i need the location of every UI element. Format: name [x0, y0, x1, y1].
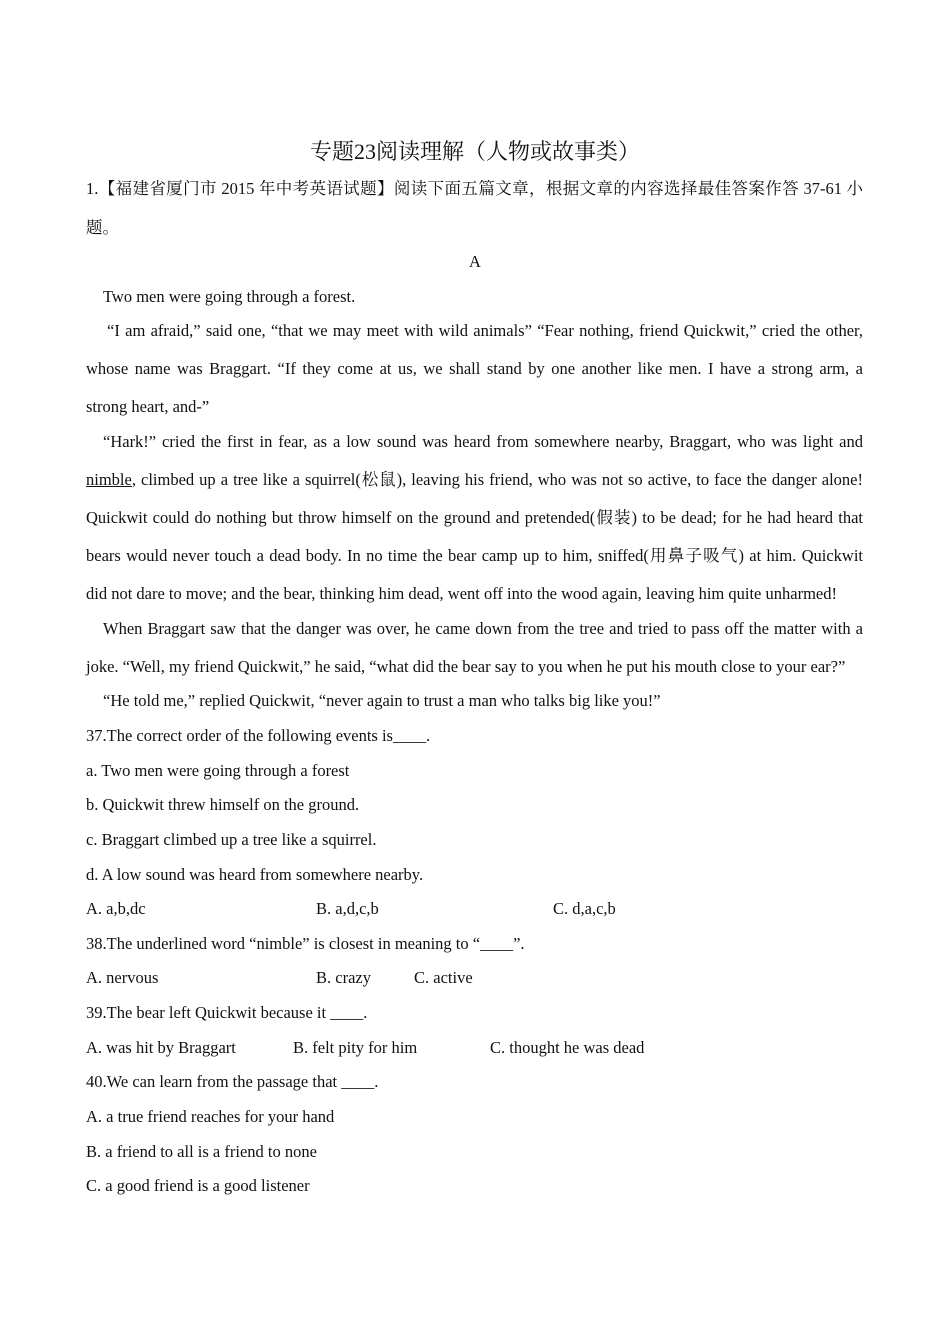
passage-paragraph-3-line-3: Quickwit could do nothing but throw himself on the ground and pretended(假装) to be dead; for he had heard that [86, 508, 863, 527]
question-37-option-c: C. d,a,c,b [553, 899, 616, 918]
question-39-stem: 39.The bear left Quickwit because it ____. [86, 1003, 368, 1022]
question-38-stem: 38.The underlined word “nimble” is closest in meaning to “____”. [86, 934, 525, 953]
page-title: 专题23阅读理解（人物或故事类） [309, 139, 640, 164]
passage-paragraph-3-line-1: “Hark!” cried the first in fear, as a low sound was heard from somewhere nearby, Braggart, who was light and [103, 432, 863, 451]
passage-paragraph-3-line-2-rest: , climbed up a tree like a squirrel(松鼠), leaving his friend, who was not so active, to face the danger alone! [131, 470, 863, 489]
underlined-word-nimble: nimble [86, 470, 132, 489]
question-39-option-c: C. thought he was dead [490, 1038, 645, 1057]
passage-paragraph-3-line-2 [86, 469, 863, 491]
intro-line-1: 1.【福建省厦门市 2015 年中考英语试题】阅读下面五篇文章，根据文章的内容选择最佳答案作答 37-61 小 [86, 179, 863, 198]
question-37-option-b: B. a,d,c,b [316, 899, 379, 918]
passage-paragraph-2-line-3: strong heart, and-” [86, 397, 210, 416]
question-37-stem: 37.The correct order of the following events is____. [86, 726, 431, 745]
question-37-option-a: A. a,b,dc [86, 899, 146, 918]
passage-paragraph-4-line-1: When Braggart saw that the danger was over, he came down from the tree and tried to pass off the matter with a [103, 619, 863, 638]
question-40-option-c: C. a good friend is a good listener [86, 1176, 310, 1195]
question-39-option-b: B. felt pity for him [293, 1038, 418, 1057]
question-38-option-b: B. crazy [316, 968, 371, 987]
question-38-option-c: C. active [414, 968, 473, 987]
passage-paragraph-5: “He told me,” replied Quickwit, “never again to trust a man who talks big like you!” [103, 691, 661, 710]
passage-paragraph-3-line-4: bears would never touch a dead body. In no time the bear camp up to him, sniffed(用鼻子吸气) at him. Quickwit [86, 546, 863, 565]
question-37-event-a: a. Two men were going through a forest [86, 761, 350, 780]
question-40-option-b: B. a friend to all is a friend to none [86, 1142, 317, 1161]
passage-paragraph-3-line-5: did not dare to move; and the bear, thinking him dead, went off into the wood again, leaving him quite unharmed! [86, 584, 837, 603]
question-37-event-b: b. Quickwit threw himself on the ground. [86, 795, 360, 814]
intro-line-2: 题。 [86, 218, 119, 237]
passage-paragraph-2-line-2: whose name was Braggart. “If they come at us, we shall stand by one another like men. I have a strong arm, a [86, 359, 863, 378]
section-label: A [469, 252, 481, 271]
question-38-option-a: A. nervous [86, 968, 159, 987]
question-39-option-a: A. was hit by Braggart [86, 1038, 236, 1057]
passage-paragraph-4-line-2: joke. “Well, my friend Quickwit,” he said, “what did the bear say to you when he put his mouth close to your ear?” [86, 657, 846, 676]
passage-paragraph-2-line-1: “I am afraid,” said one, “that we may meet with wild animals” “Fear nothing, friend Quickwit,” cried the other, [107, 321, 863, 340]
question-40-stem: 40.We can learn from the passage that ____. [86, 1072, 379, 1091]
passage-paragraph-1: Two men were going through a forest. [103, 287, 356, 306]
question-40-option-a: A. a true friend reaches for your hand [86, 1107, 335, 1126]
question-37-event-d: d. A low sound was heard from somewhere nearby. [86, 865, 424, 884]
question-37-event-c: c. Braggart climbed up a tree like a squirrel. [86, 830, 377, 849]
